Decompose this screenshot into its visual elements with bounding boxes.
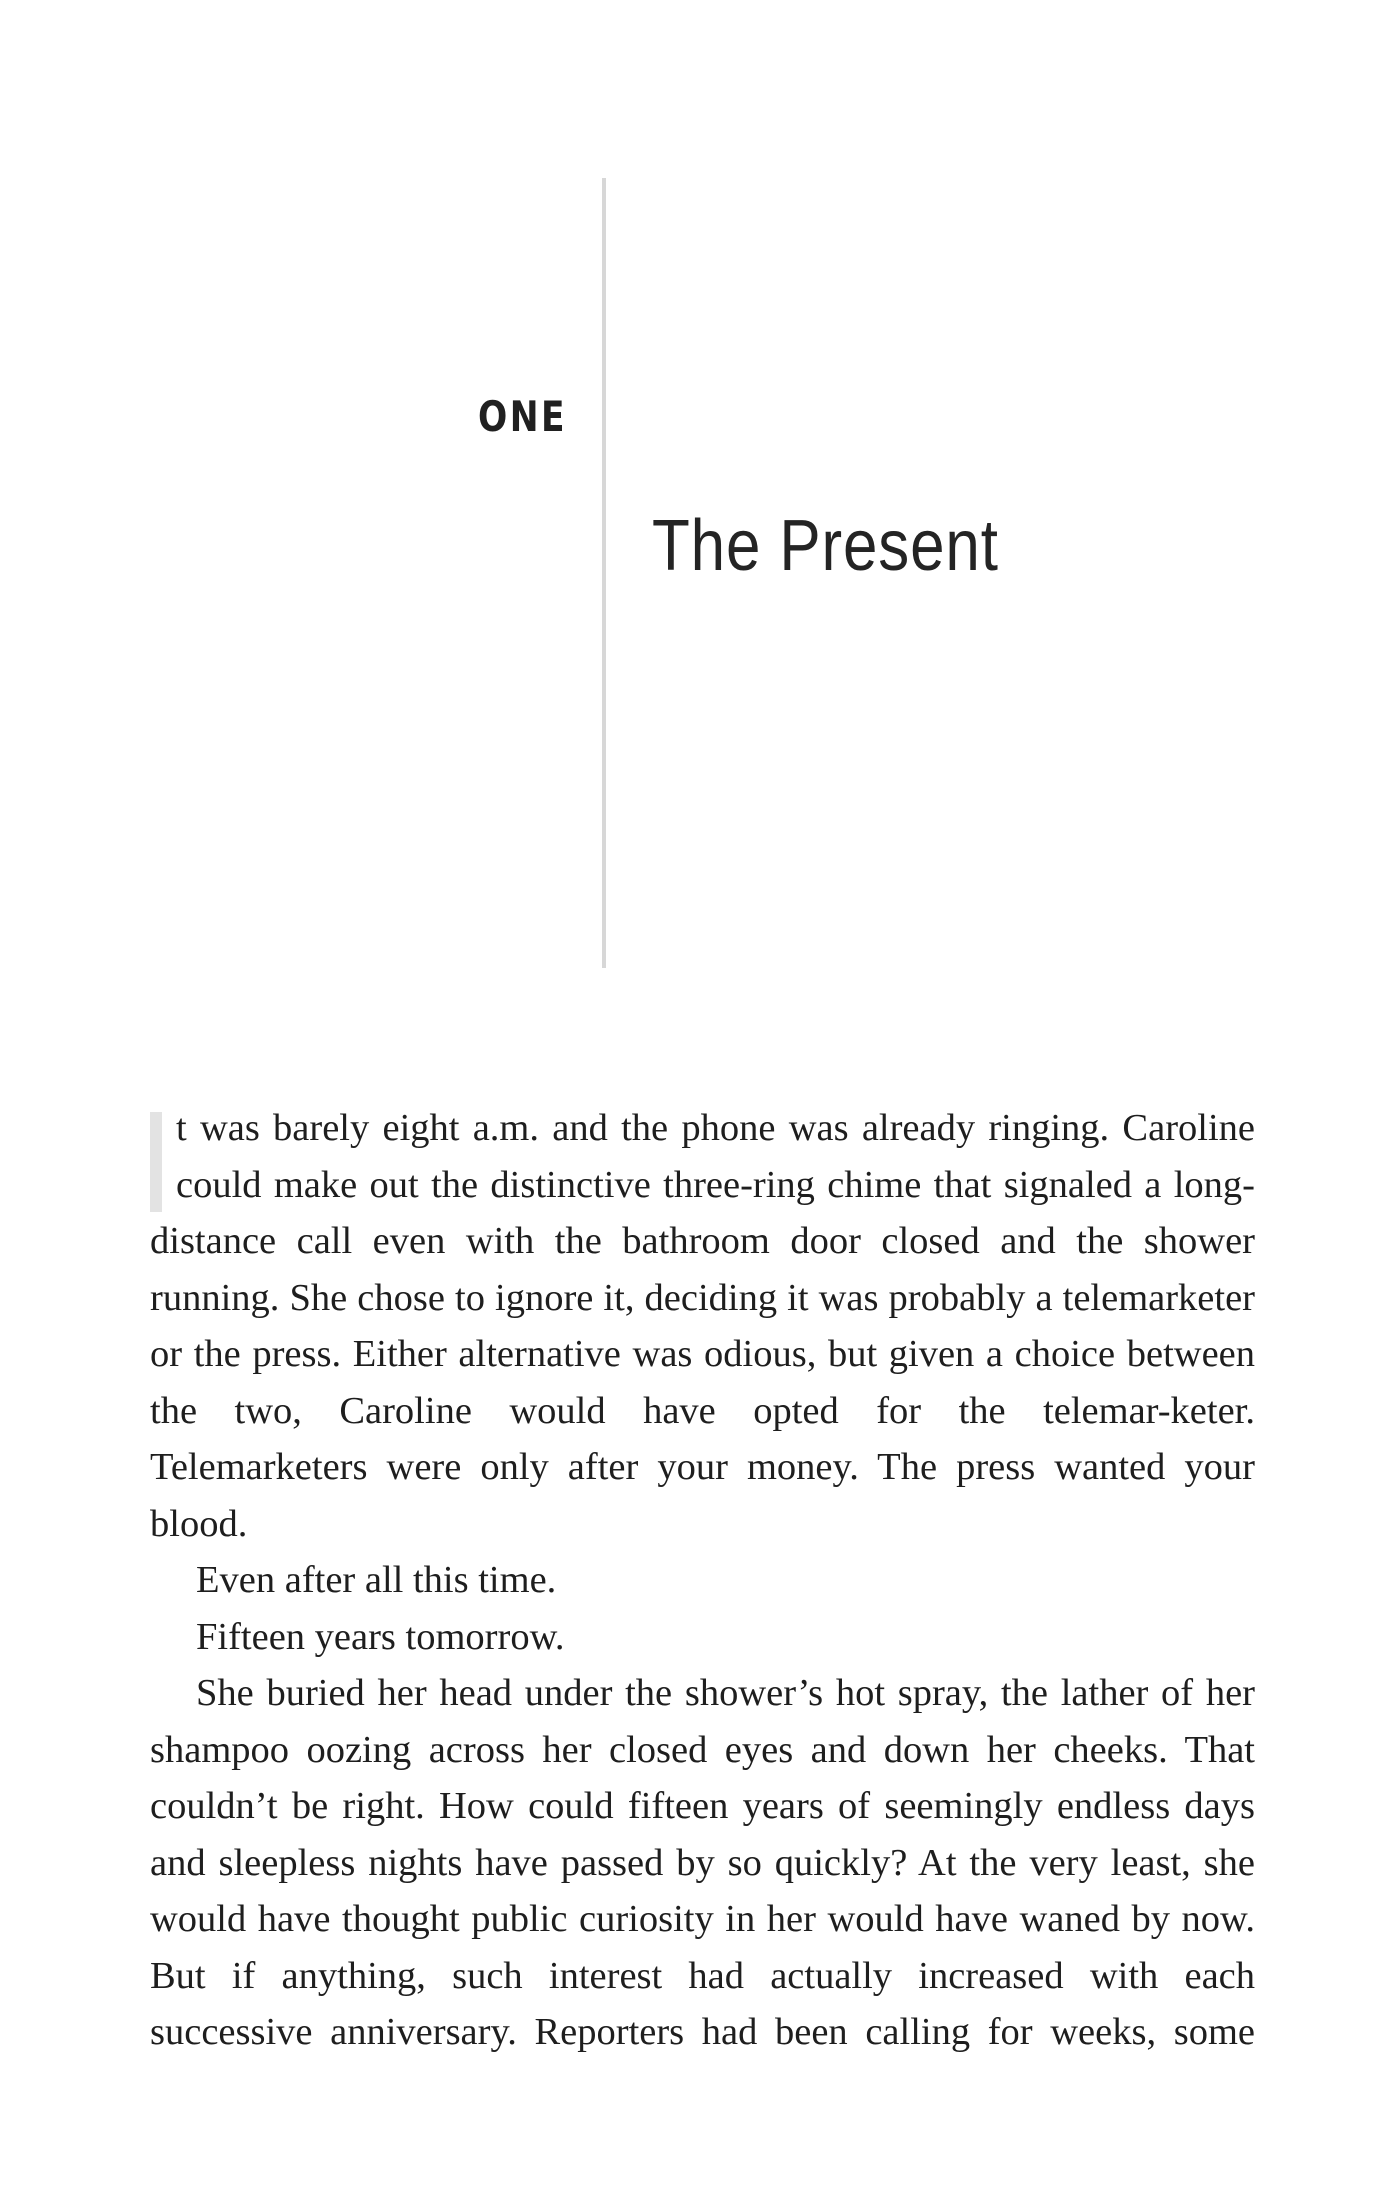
drop-cap (150, 1112, 162, 1212)
paragraph-1-text: t was barely eight a.m. and the phone was already ringing. Caroline could make out the distinctive three-ring chime that signaled a long-distance call even with the bathroom door closed and the shower running. She chose to ignore it, deciding it was probably a telemarketer or the press. Either alternative was odious, but given a choice between the two, Caroline would have opted for the telemar-keter. Telemarketers were only after your money. The press wanted your blood. (150, 1107, 1255, 1545)
chapter-title: The Present (652, 506, 999, 586)
chapter-number: ONE (478, 392, 568, 441)
body-text (150, 1100, 1255, 2061)
paragraph-4: She buried her head under the shower’s hot spray, the lather of her shampoo oozing across her closed eyes and down her cheeks. That couldn’t be right. How could fifteen years of seemingly endless days and sleepless nights have passed by so quickly? At the very least, she would have thought public curiosity in her would have waned by now. But if anything, such interest had actually increased with each successive anniversary. Reporters had been calling for weeks, some (150, 1672, 1255, 2053)
vertical-divider-rule (602, 178, 606, 968)
paragraph-1 (150, 1100, 1255, 1552)
paragraph-3: Fifteen years tomorrow. (196, 1615, 565, 1658)
paragraph-2: Even after all this time. (196, 1559, 557, 1601)
